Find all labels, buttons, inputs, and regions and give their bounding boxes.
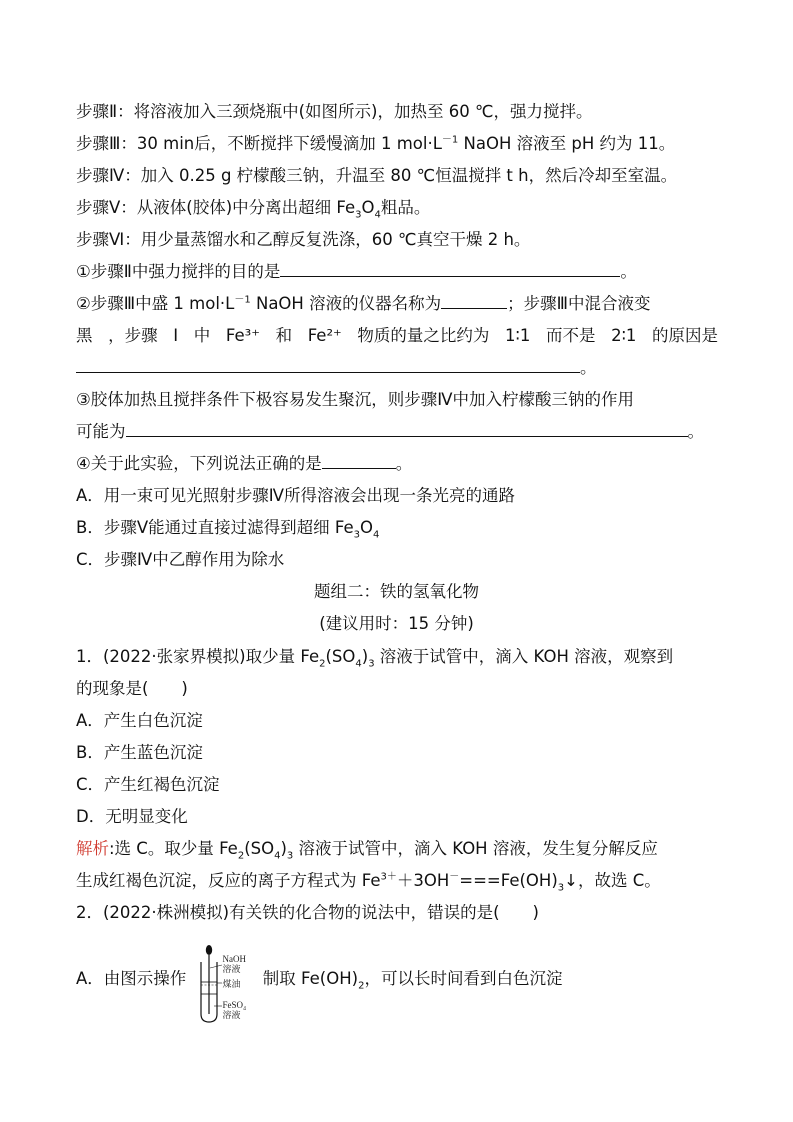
- analysis-text-6: ===Fe(OH): [459, 871, 558, 890]
- test-tube-figure: [194, 944, 256, 1024]
- question-3-line-2: [76, 420, 704, 444]
- problem-2-line-1: 2．(2022·株洲模拟)有关铁的化合物的说法中，错误的是( ): [76, 903, 539, 922]
- analysis-text-4: 生成红褐色沉淀，反应的离子方程式为 Fe: [76, 871, 381, 890]
- analysis-sub: 2: [237, 850, 245, 862]
- question-2-text: ②步骤Ⅲ中盛 1 mol·L: [76, 294, 235, 313]
- question-4-option-c: C．步骤Ⅳ中乙醇作用为除水: [76, 550, 285, 569]
- problem-1-sub: 2: [319, 658, 326, 670]
- analysis-sup: 3＋: [380, 871, 397, 883]
- analysis-text-2: (SO: [244, 839, 275, 858]
- question-3-text: 可能为: [76, 422, 126, 441]
- section-title: 题组二：铁的氢氧化物: [314, 582, 479, 601]
- step-6: 步骤Ⅵ：用少量蒸馏水和乙醇反复洗涤，60 ℃真空干燥 2 h。: [76, 230, 531, 249]
- option-b-sub: 3: [353, 529, 360, 541]
- question-4-option-a: A．用一束可见光照射步骤Ⅳ所得溶液会出现一条光亮的通路: [76, 486, 516, 505]
- analysis-text-end: 溶液于试管中，滴入 KOH 溶液，发生复分解反应: [293, 839, 658, 858]
- problem-1-option-c: C．产生红褐色沉淀: [76, 775, 220, 794]
- question-2-word: 黑: [76, 326, 93, 345]
- feso4-label: FeSO₄: [222, 1000, 247, 1010]
- question-3-end: 。: [687, 422, 704, 441]
- kerosene-label: 煤油: [222, 979, 241, 989]
- problem-1-text-2: (SO: [325, 647, 356, 666]
- question-2-word: 2∶1: [611, 326, 637, 345]
- step-5-o: O: [361, 198, 375, 217]
- question-1-text: ①步骤Ⅱ中强力搅拌的目的是: [76, 262, 281, 281]
- question-4-end: 。: [395, 454, 413, 473]
- analysis-text-3: ): [280, 839, 287, 858]
- problem-1-text: 1．(2022·张家界模拟)取少量 Fe: [76, 647, 320, 666]
- answer-blank[interactable]: [280, 260, 620, 277]
- question-2-text-end: ；步骤Ⅲ中混合液变: [507, 294, 651, 313]
- problem-2-option-a-text-end: ，可以长时间看到白色沉淀: [364, 969, 563, 988]
- analysis-line-2: [76, 869, 661, 893]
- problem-2-option-a-text: A．由图示操作: [76, 969, 187, 988]
- step-3-sup: －1: [441, 134, 459, 146]
- question-2-text-mid: NaOH 溶液的仪器名称为: [250, 294, 442, 313]
- option-b-text: B．步骤Ⅴ能通过直接过滤得到超细 Fe: [76, 518, 354, 537]
- question-2-word: 和: [275, 326, 293, 345]
- question-2-end: 。: [580, 358, 597, 377]
- analysis-text-end-2: ↓，故选 C。: [564, 871, 661, 890]
- question-1: [76, 260, 637, 284]
- step-3: [76, 132, 675, 156]
- question-2-line-3: [76, 356, 597, 380]
- label-leader: [210, 965, 222, 968]
- question-2-word: Fe³⁺: [225, 326, 260, 345]
- dropper-bulb-icon: [205, 945, 211, 955]
- problem-1-sub-3: 3: [368, 658, 375, 670]
- naoh-label: NaOH: [222, 954, 247, 964]
- step-5: [76, 196, 430, 220]
- problem-1-line-1: [76, 645, 673, 669]
- step-5-text-end: 粗品。: [380, 198, 431, 217]
- question-4: [76, 452, 412, 476]
- naoh-solution-label: 溶液: [222, 964, 241, 974]
- answer-blank[interactable]: [126, 420, 688, 437]
- analysis-text-5: ＋3OH: [396, 871, 450, 890]
- step-3-text-end: NaOH 溶液至 pH 约为 11。: [458, 134, 676, 153]
- question-1-end: 。: [620, 262, 637, 281]
- question-2-word: 1∶1: [505, 326, 531, 345]
- question-2-line-1: [76, 292, 650, 316]
- question-2-sup: －1: [234, 294, 251, 306]
- analysis-sup-2: －: [449, 871, 460, 883]
- step-5-sub-2: 4: [374, 209, 381, 221]
- problem-1-text-end: 溶液于试管中，滴入 KOH 溶液，观察到: [374, 647, 674, 666]
- problem-2-option-a: [76, 934, 562, 1026]
- option-b-sub-2: 4: [372, 529, 380, 541]
- question-2-word: 中: [193, 326, 211, 345]
- problem-1-sub-2: 4: [355, 658, 362, 670]
- step-4: 步骤Ⅳ：加入 0.25 g 柠檬酸三钠，升温至 80 ℃恒温搅拌 t h，然后冷却至室温。: [76, 166, 678, 185]
- step-5-text: 步骤Ⅴ：从液体(胶体)中分离出超细 Fe: [76, 198, 356, 217]
- analysis-line-1: [76, 837, 658, 861]
- question-4-option-b: [76, 516, 379, 540]
- answer-blank[interactable]: [441, 292, 507, 309]
- question-3-line-1: ③胶体加热且搅拌条件下极容易发生聚沉，则步骤Ⅳ中加入柠檬酸三钠的作用: [76, 390, 635, 409]
- step-3-text: 步骤Ⅲ：30 min后，不断搅拌下缓慢滴加 1 mol·L: [76, 134, 442, 153]
- problem-1-option-b: B．产生蓝色沉淀: [76, 743, 203, 762]
- problem-2-option-a-text-2: 制取 Fe(OH): [262, 969, 359, 988]
- question-2-word: ，步骤: [108, 326, 158, 345]
- section-time: (建议用时：15 分钟): [319, 614, 474, 633]
- problem-1-text-3: ): [361, 647, 369, 666]
- question-2-word: 而不是: [545, 326, 596, 345]
- analysis-sub-3: 3: [286, 850, 294, 862]
- question-2-line-2: [76, 324, 718, 348]
- answer-blank[interactable]: [76, 356, 580, 373]
- problem-1-line-2: 的现象是( ): [76, 679, 188, 698]
- analysis-sub-2: 4: [274, 850, 281, 862]
- question-2-word: Fe²⁺: [307, 326, 342, 345]
- answer-blank[interactable]: [322, 452, 396, 469]
- question-2-word: 物质的量之比约为: [357, 326, 490, 345]
- problem-1-option-a: A．产生白色沉淀: [76, 711, 203, 730]
- feso4-solution-label: 溶液: [222, 1010, 241, 1020]
- analysis-sub-4: 3: [557, 882, 565, 894]
- step-5-sub: 3: [355, 209, 362, 221]
- question-4-text: ④关于此实验，下列说法正确的是: [76, 454, 322, 473]
- option-b-o: O: [359, 518, 373, 537]
- step-2: 步骤Ⅱ：将溶液加入三颈烧瓶中(如图所示)，加热至 60 ℃，强力搅拌。: [76, 102, 593, 121]
- question-2-word: Ⅰ: [173, 326, 179, 345]
- question-2-word: 的原因是: [652, 326, 718, 345]
- analysis-text: :选 C。取少量 Fe: [109, 839, 238, 858]
- problem-2-option-a-sub: 2: [358, 980, 365, 992]
- problem-1-option-d: D．无明显变化: [76, 807, 188, 826]
- analysis-label: 解析: [76, 839, 109, 858]
